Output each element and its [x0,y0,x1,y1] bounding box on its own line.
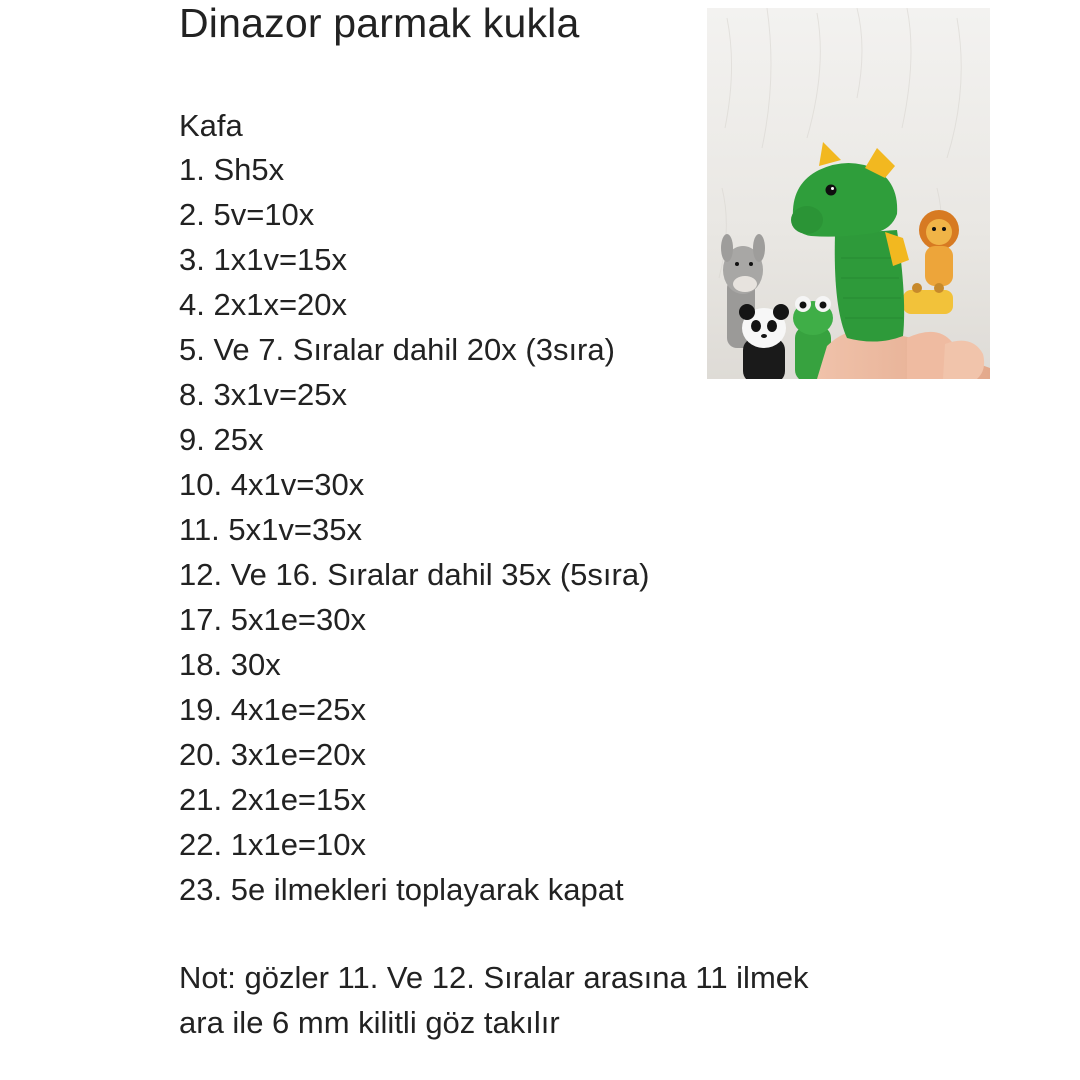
step-item: 2. 5v=10x [179,197,315,232]
step-item: 12. Ve 16. Sıralar dahil 35x (5sıra) [179,557,650,592]
note-line: ara ile 6 mm kilitli göz takılır [179,1005,560,1040]
section-heading: Kafa [179,108,243,143]
step-item: 5. Ve 7. Sıralar dahil 20x (3sıra) [179,332,615,367]
step-item: 21. 2x1e=15x [179,782,367,817]
step-item: 22. 1x1e=10x [179,827,367,862]
step-item: 8. 3x1v=25x [179,377,348,412]
step-item: 11. 5x1v=35x [179,512,362,547]
step-item: 18. 30x [179,647,281,682]
note-paragraph [179,955,979,1045]
step-item: 10. 4x1v=30x [179,467,365,502]
step-item: 19. 4x1e=25x [179,692,367,727]
step-item: 3. 1x1v=15x [179,242,348,277]
step-item: 23. 5e ilmekleri toplayarak kapat [179,872,624,907]
step-item: 1. Sh5x [179,152,285,187]
step-item: 17. 5x1e=30x [179,602,367,637]
note-line: Not: gözler 11. Ve 12. Sıralar arasına 11 ilmek [179,960,809,995]
step-item: 9. 25x [179,422,264,457]
pattern-steps-list [179,147,649,912]
page-title: Dinazor parmak kukla [179,0,580,46]
step-item: 20. 3x1e=20x [179,737,367,772]
dinosaur-finger-puppet-photo [707,8,990,379]
step-item: 4. 2x1x=20x [179,287,348,322]
